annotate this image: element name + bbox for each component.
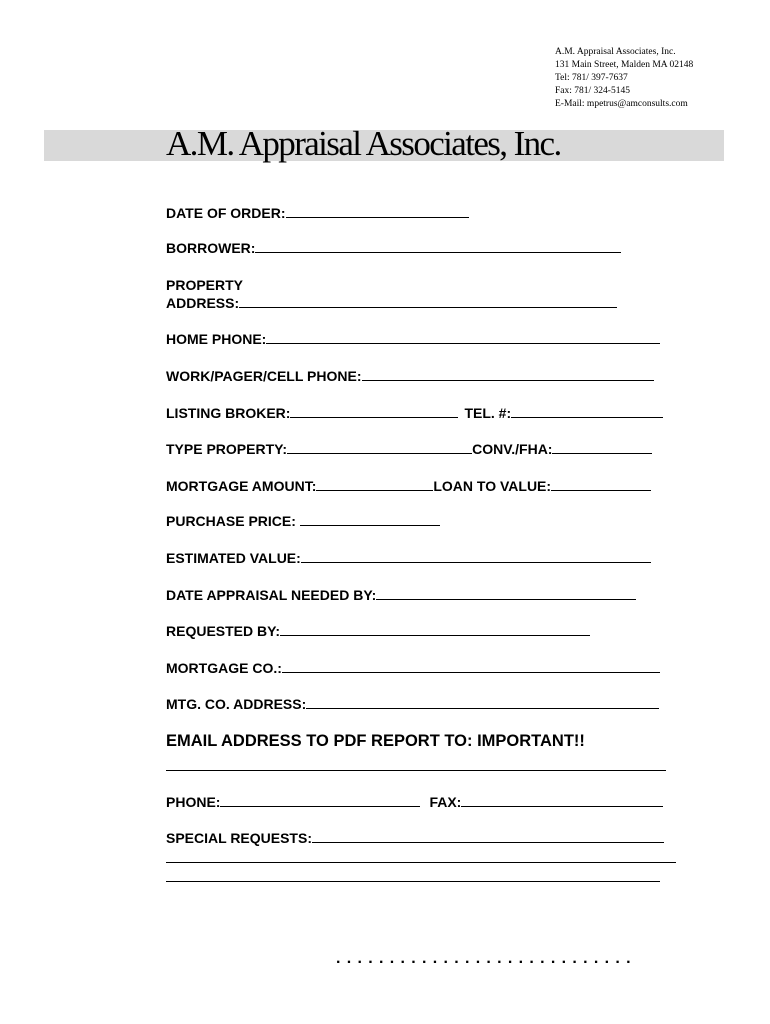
date-appraisal-needed-label: DATE APPRAISAL NEEDED BY: [166, 587, 377, 603]
property-label-line [166, 276, 243, 294]
phone-label: PHONE: [166, 794, 221, 810]
date-of-order-field [166, 204, 469, 222]
borrower-blank[interactable] [255, 239, 621, 253]
mortgage-co-field [166, 659, 660, 677]
requested-by-field [166, 622, 590, 640]
purchase-price-field [166, 512, 440, 530]
work-phone-label: WORK/PAGER/CELL PHONE: [166, 368, 362, 384]
loan-to-value-blank[interactable] [551, 477, 651, 491]
conv-fha-label: CONV./FHA: [472, 441, 553, 457]
mortgage-amount-label: MORTGAGE AMOUNT: [166, 478, 317, 494]
work-phone-field [166, 367, 654, 385]
mortgage-amount-field [166, 477, 651, 495]
contact-block [555, 46, 693, 111]
loan-to-value-label: LOAN TO VALUE: [433, 478, 552, 494]
purchase-price-label: PURCHASE PRICE: [166, 513, 300, 529]
borrower-field [166, 239, 621, 257]
contact-fax: Fax: 781/ 324-5145 [555, 86, 630, 96]
listing-broker-blank[interactable] [290, 404, 458, 418]
property-address-blank[interactable] [239, 294, 617, 308]
borrower-label: BORROWER: [166, 240, 256, 256]
home-phone-field [166, 330, 660, 348]
type-property-label: TYPE PROPERTY: [166, 441, 288, 457]
tel-blank[interactable] [511, 404, 663, 418]
email-heading: EMAIL ADDRESS TO PDF REPORT TO: IMPORTANT!! [166, 732, 585, 750]
requested-by-label: REQUESTED BY: [166, 623, 281, 639]
contact-street: 131 Main Street, Malden MA 02148 [555, 60, 694, 70]
property-address-field [166, 294, 617, 312]
phone-blank[interactable] [220, 793, 420, 807]
special-requests-line-3[interactable] [166, 881, 660, 882]
date-of-order-blank[interactable] [286, 204, 469, 218]
estimated-value-blank[interactable] [301, 549, 651, 563]
type-property-blank[interactable] [287, 440, 472, 454]
fax-blank[interactable] [461, 793, 663, 807]
date-appraisal-needed-blank[interactable] [376, 586, 636, 600]
special-requests-line-2[interactable] [166, 862, 676, 863]
address-label: ADDRESS: [166, 295, 240, 311]
estimated-value-label: ESTIMATED VALUE: [166, 550, 301, 566]
purchase-price-blank[interactable] [300, 512, 440, 526]
mortgage-co-label: MORTGAGE CO.: [166, 660, 282, 676]
tel-label: TEL. #: [464, 405, 512, 421]
listing-broker-label: LISTING BROKER: [166, 405, 291, 421]
conv-fha-blank[interactable] [552, 440, 652, 454]
listing-broker-field [166, 404, 663, 422]
mtg-co-address-label: MTG. CO. ADDRESS: [166, 696, 307, 712]
type-property-field [166, 440, 652, 458]
contact-tel: Tel: 781/ 397-7637 [555, 73, 628, 83]
home-phone-blank[interactable] [266, 330, 660, 344]
date-appraisal-needed-field [166, 586, 636, 604]
mtg-co-address-blank[interactable] [306, 695, 659, 709]
mtg-co-address-field [166, 695, 659, 713]
requested-by-blank[interactable] [280, 622, 590, 636]
contact-company: A.M. Appraisal Associates, Inc. [555, 47, 676, 57]
special-requests-field [166, 829, 664, 847]
special-requests-label: SPECIAL REQUESTS: [166, 830, 312, 846]
property-label: PROPERTY [166, 277, 244, 293]
footer-dots: ............................ [336, 950, 637, 967]
estimated-value-field [166, 549, 651, 567]
contact-email: E-Mail: mpetrus@amconsults.com [555, 99, 688, 109]
email-blank[interactable] [166, 770, 666, 771]
page-title: A.M. Appraisal Associates, Inc. [166, 124, 561, 163]
mortgage-co-blank[interactable] [282, 659, 660, 673]
date-of-order-label: DATE OF ORDER: [166, 205, 286, 221]
special-requests-blank[interactable] [312, 829, 664, 843]
home-phone-label: HOME PHONE: [166, 331, 267, 347]
work-phone-blank[interactable] [362, 367, 654, 381]
fax-label: FAX: [429, 794, 462, 810]
phone-fax-field [166, 793, 663, 811]
mortgage-amount-blank[interactable] [316, 477, 433, 491]
